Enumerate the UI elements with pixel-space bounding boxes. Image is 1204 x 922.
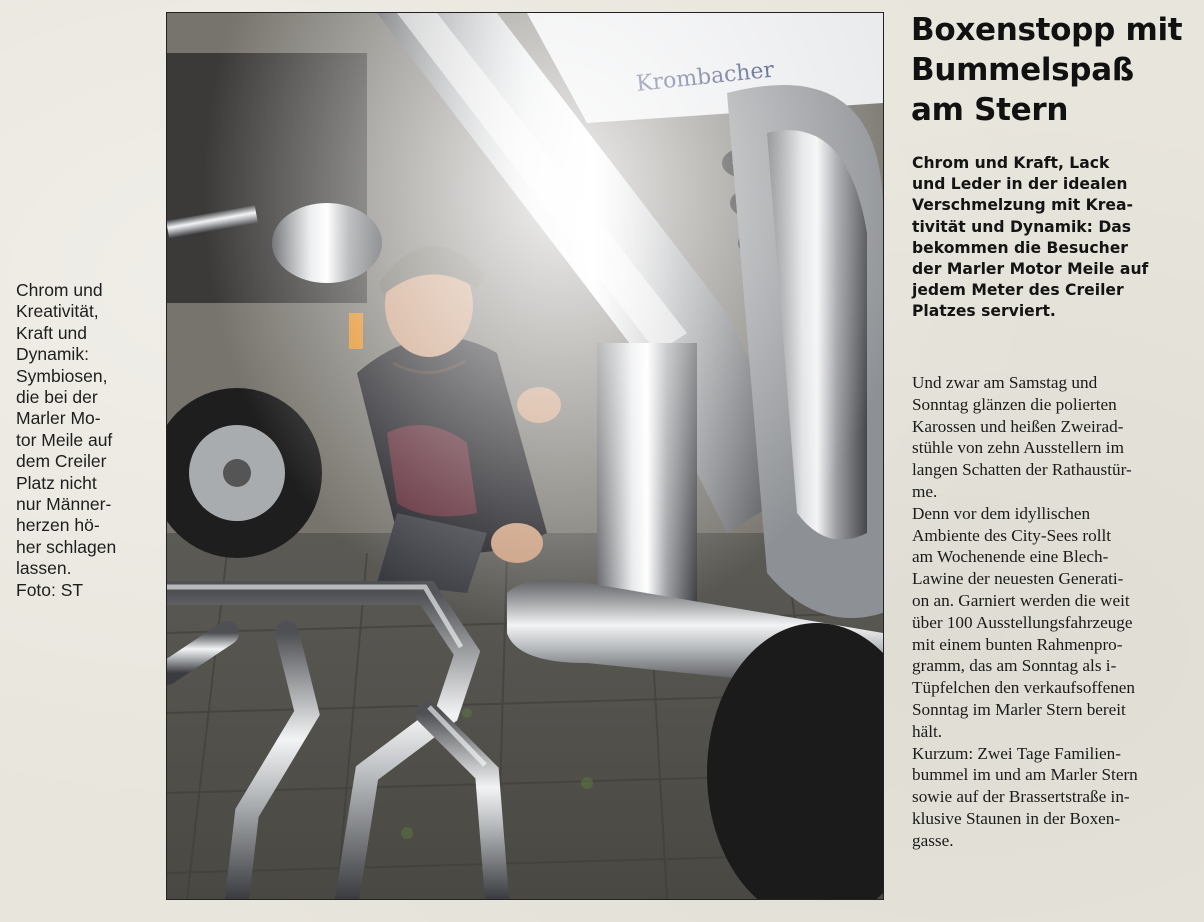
headline-text: Boxenstopp mit Bummelspaß am Stern bbox=[911, 12, 1183, 128]
body-paragraph-3: Kurzum: Zwei Tage Familien- bummel im und am Marler Stern sowie auf der Brassertstraße in- klusive Staunen in der Boxen- gasse. bbox=[912, 743, 1138, 850]
article-body bbox=[912, 372, 1188, 852]
bleed-through-text bbox=[20, 120, 35, 189]
caption-text: Chrom und Kreativität, Kraft und Dynamik: Symbiosen, die bei der Marler Mo- tor Meile auf dem Creiler Platz nicht nur Männer- herzen hö- her schlagen lassen. Foto: ST bbox=[16, 280, 117, 600]
photo-caption bbox=[16, 280, 156, 601]
lead-text: Chrom und Kraft, Lack und Leder in der idealen Verschmelzung mit Krea- tivität und Dynamik: Das bekommen die Besucher der Marler Motor Meile auf jedem Meter des Creiler Platzes serviert. bbox=[912, 154, 1149, 321]
body-paragraph-1: Und zwar am Samstag und Sonntag glänzen die polierten Karossen und heißen Zweirad- stühle von zehn Ausstellern im langen Schatten der Rathaustür- me. bbox=[912, 373, 1132, 501]
motorcycle-photo bbox=[166, 12, 884, 900]
article-lead bbox=[912, 153, 1198, 323]
body-paragraph-2: Denn vor dem idyllischen Ambiente des City-Sees rollt am Wochenende eine Blech- Lawine der neuesten Generati- on an. Garniert werden die weit über 100 Ausstellungsfahrzeuge mit einem bunten Rahmenpro- gramm, das am Sonntag als i- Tüpfelchen den verkaufsoffenen Sonntag im Marler Stern bereit hält. bbox=[912, 503, 1136, 741]
photo-illustration bbox=[167, 13, 883, 899]
article-headline bbox=[911, 10, 1197, 130]
